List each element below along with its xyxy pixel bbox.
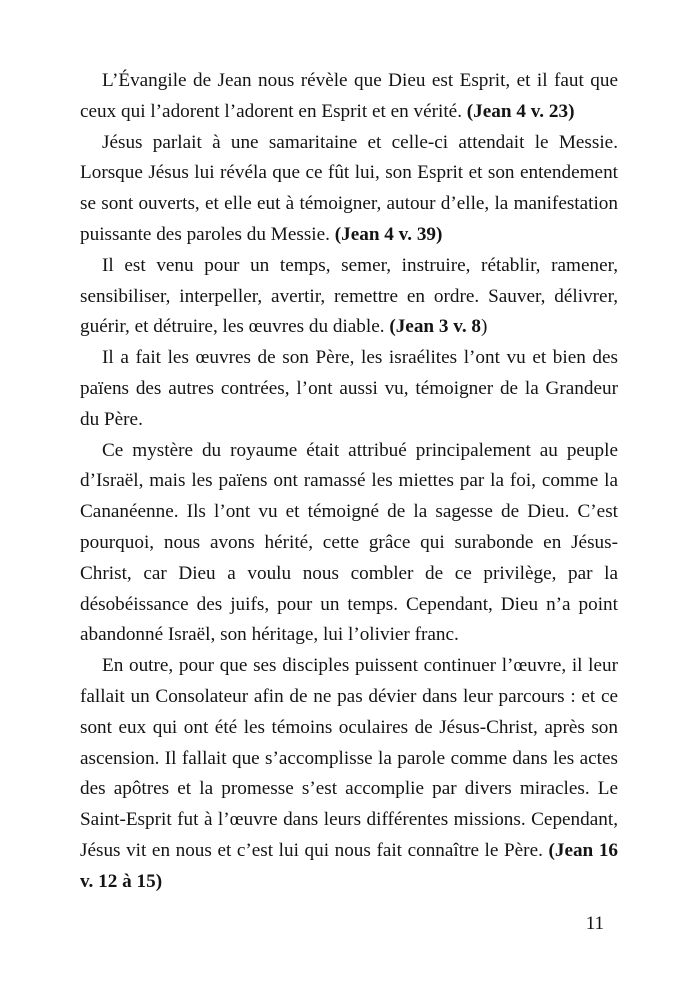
bible-reference: (Jean 16 v. 12 à 15) xyxy=(80,839,619,892)
paragraph-text: Ce mystère du royaume était attribué principalement au peuple d’Israël, mais les païens ont ramassé les miettes par la foi, comme la Cananéenne. Ils l’ont vu et témoigné de la sagesse de Dieu. C’est pourquoi, nous avons hérité, cette grâce qui surabonde en Jésus-Christ, car Dieu a voulu nous combler de ce privilège, par la désobéissance des juifs, pour un temps. Cependant, Dieu n’a point abandonné Israël, son héritage, lui l’olivier franc. xyxy=(80,439,618,646)
bible-reference: (Jean 4 v. 23) xyxy=(466,100,575,122)
page-body xyxy=(80,66,618,898)
paragraph-text: En outre, pour que ses disciples puissent continuer l’œuvre, il leur fallait un Consolateur afin de ne pas dévier dans leur parcours : et ce sont eux qui ont été les témoins oculaires de Jésus-Christ, après son ascension. Il fallait que s’accomplisse la parole comme dans les actes des apôtres et la promesse s’est accomplie par divers miracles. Le Saint-Esprit fut à l’œuvre dans leurs différentes missions. Cependant, Jésus vit en nous et c’est lui qui nous fait connaître le Père. xyxy=(80,655,618,861)
paragraph-text: L’Évangile de Jean nous révèle que Dieu est Esprit, et il faut que ceux qui l’adorent l’adorent en Esprit et en vérité. xyxy=(80,70,618,122)
paragraph-text: Il est venu pour un temps, semer, instruire, rétablir, ramener, sensibiliser, interpeller, avertir, remettre en ordre. Sauver, délivrer, guérir, et détruire, les œuvres du diable. xyxy=(80,254,618,338)
bible-reference: (Jean 3 v. 8 xyxy=(389,316,482,338)
paragraph-text: Il a fait les œuvres de son Père, les israélites l’ont vu et bien des païens des autres contrées, l’ont aussi vu, témoigner de la Grandeur du Père. xyxy=(80,347,618,430)
paragraph-3 xyxy=(80,251,618,343)
paragraph-6 xyxy=(80,651,618,897)
bible-reference: (Jean 4 v. 39) xyxy=(334,223,443,245)
paragraph-5 xyxy=(80,436,618,652)
paragraph-4 xyxy=(80,343,618,435)
paragraph-text: Jésus parlait à une samaritaine et celle-ci attendait le Messie. Lorsque Jésus lui révéla que ce fût lui, son Esprit et son entendement se sont ouverts, et elle eut à témoigner, autour d’elle, la manifestation puissante des paroles du Messie. xyxy=(80,131,618,245)
paragraph-2 xyxy=(80,128,618,251)
paragraph-1 xyxy=(80,66,618,128)
paragraph-text-after: ) xyxy=(481,316,488,338)
page-number: 11 xyxy=(585,913,604,934)
